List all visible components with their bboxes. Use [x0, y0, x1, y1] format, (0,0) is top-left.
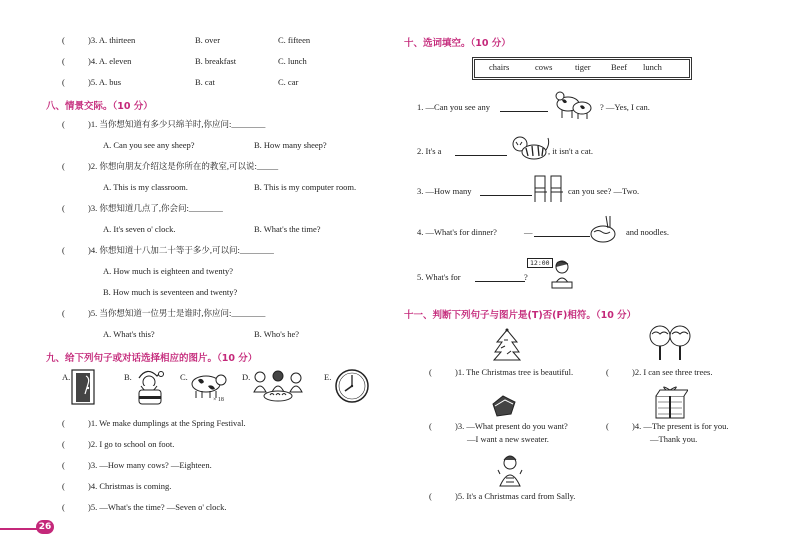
s10-q2-blank[interactable]	[455, 155, 507, 156]
beef-noodles-picture	[588, 214, 620, 246]
s8-q3-option-b: B. What's the time?	[254, 224, 321, 234]
q4-option-c: C. lunch	[278, 56, 307, 66]
s9-q1-text: )1. We make dumplings at the Spring Festival.	[88, 418, 246, 428]
s11-q4-text: )4. —The present is for you.	[632, 421, 729, 431]
section-11-title: 十一、判断下列句子与图片是(T)否(F)相符。（10 分）	[404, 310, 637, 321]
family-dumplings-picture	[250, 368, 308, 404]
pic-label-a: A.	[62, 372, 71, 382]
pic-label-e: E.	[324, 372, 332, 382]
s10-q4-dash: —	[524, 227, 533, 237]
s8-q1-option-b: B. How many sheep?	[254, 140, 327, 150]
s8-q2-paren[interactable]: (	[62, 161, 65, 171]
q4-paren[interactable]: (	[62, 56, 65, 66]
word-beef: Beef	[611, 62, 628, 72]
s8-q5-option-a: A. What's this?	[103, 329, 155, 339]
s11-q3-paren[interactable]: (	[429, 421, 432, 431]
s10-q5-blank[interactable]	[475, 281, 525, 282]
s10-q3-answer: can you see? —Two.	[568, 186, 640, 196]
s10-q2-answer: , it isn't a cat.	[548, 146, 593, 156]
s9-q2-text: )2. I go to school on foot.	[88, 439, 175, 449]
s10-q2-text: 2. It's a	[417, 146, 442, 156]
s10-q5-mark: ?	[524, 272, 528, 282]
word-cows: cows	[535, 62, 553, 72]
s9-q5-paren[interactable]: (	[62, 502, 65, 512]
s11-q4-paren[interactable]: (	[606, 421, 609, 431]
s8-q2-option-a: A. This is my classroom.	[103, 182, 188, 192]
q3-option-b: B. over	[195, 35, 221, 45]
pic-label-d: D.	[242, 372, 251, 382]
s9-q4-text: )4. Christmas is coming.	[88, 481, 172, 491]
s10-q4-blank[interactable]	[534, 236, 590, 237]
q3-option-c: C. fifteen	[278, 35, 311, 45]
s10-q4-answer: and noodles.	[626, 227, 669, 237]
q5-option-b: B. cat	[195, 77, 215, 87]
s8-q3-option-a: A. It's seven o' clock.	[103, 224, 176, 234]
s8-q1-paren[interactable]: (	[62, 119, 65, 129]
q5-option-a: )5. A. bus	[88, 77, 122, 87]
section-8-title: 八、情景交际。（10 分）	[46, 101, 153, 112]
s11-q1-text: )1. The Christmas tree is beautiful.	[455, 367, 574, 377]
present-box-picture	[652, 384, 688, 420]
s10-q1-answer: ? —Yes, I can.	[600, 102, 650, 112]
sweater-picture	[489, 394, 517, 418]
section-9-title: 九、给下列句子或对话选择相应的图片。（10 分）	[46, 353, 258, 364]
s8-q2-question: )2. 你想向朋友介绍这是你所在的教室,可以说:_____	[88, 161, 279, 171]
two-trees-picture	[646, 324, 694, 364]
s8-q5-paren[interactable]: (	[62, 308, 65, 318]
section-10-title: 十、选词填空。（10 分）	[404, 38, 511, 49]
s8-q1-question: )1. 当你想知道有多少只绵羊时,你应问:________	[88, 119, 266, 129]
cows-picture	[552, 88, 594, 120]
s9-q3-paren[interactable]: (	[62, 460, 65, 470]
word-bank	[474, 59, 690, 78]
tiger-picture	[510, 134, 550, 164]
s10-q5-text: 5. What's for	[417, 272, 461, 282]
q4-option-b: B. breakfast	[195, 56, 237, 66]
s8-q1-option-a: A. Can you see any sheep?	[103, 140, 195, 150]
word-tiger: tiger	[575, 62, 591, 72]
page-number: 26	[36, 520, 54, 534]
s10-q3-text: 3. —How many	[417, 186, 472, 196]
door-picture	[70, 368, 100, 406]
s9-q5-text: )5. —What's the time? —Seven o' clock.	[88, 502, 227, 512]
clock-picture	[334, 368, 370, 404]
santa-picture	[131, 366, 169, 408]
s11-q5-text: )5. It's a Christmas card from Sally.	[455, 491, 576, 501]
s8-q4-option-b: B. How much is seventeen and twenty?	[103, 287, 238, 297]
christmas-tree-picture	[493, 328, 521, 364]
pic-label-b: B.	[124, 372, 132, 382]
s11-q1-paren[interactable]: (	[429, 367, 432, 377]
q4-option-a: )4. A. eleven	[88, 56, 132, 66]
s11-q5-paren[interactable]: (	[429, 491, 432, 501]
chairs-picture	[532, 174, 566, 204]
s9-q3-text: )3. —How many cows? —Eighteen.	[88, 460, 212, 470]
s8-q3-question: )3. 你想知道几点了,你会问:________	[88, 203, 223, 213]
q3-paren[interactable]: (	[62, 35, 65, 45]
s8-q5-option-b: B. Who's he?	[254, 329, 300, 339]
s11-q2-text: )2. I can see three trees.	[632, 367, 713, 377]
s8-q4-question: )4. 你想知道十八加二十等于多少,可以问:________	[88, 245, 274, 255]
s8-q4-option-a: A. How much is eighteen and twenty?	[103, 266, 234, 276]
page-stripe	[0, 528, 38, 530]
word-lunch: lunch	[643, 62, 662, 72]
s8-q2-option-b: B. This is my computer room.	[254, 182, 357, 192]
christmas-card-picture	[496, 454, 524, 488]
clock-display: 12:00	[527, 258, 553, 268]
s11-q3-text-2: —I want a new sweater.	[467, 434, 549, 444]
s10-q1-blank[interactable]	[500, 111, 548, 112]
s11-q2-paren[interactable]: (	[606, 367, 609, 377]
q5-option-c: C. car	[278, 77, 299, 87]
s8-q5-question: )5. 当你想知道一位男士是谁时,你应问:________	[88, 308, 266, 318]
word-chairs: chairs	[489, 62, 510, 72]
s10-q1-text: 1. —Can you see any	[417, 102, 490, 112]
pic-label-c: C.	[180, 372, 188, 382]
s11-q4-text-2: —Thank you.	[650, 434, 698, 444]
s9-q2-paren[interactable]: (	[62, 439, 65, 449]
s10-q4-text: 4. —What's for dinner?	[417, 227, 497, 237]
s11-q3-text: )3. —What present do you want?	[455, 421, 568, 431]
s8-q4-paren[interactable]: (	[62, 245, 65, 255]
s9-q1-paren[interactable]: (	[62, 418, 65, 428]
lunch-girl-picture	[548, 258, 576, 290]
q3-option-a: )3. A. thirteen	[88, 35, 136, 45]
q5-paren[interactable]: (	[62, 77, 65, 87]
cow-count-label: × 18	[213, 397, 224, 403]
s8-q3-paren[interactable]: (	[62, 203, 65, 213]
s9-q4-paren[interactable]: (	[62, 481, 65, 491]
s10-q3-blank[interactable]	[480, 195, 532, 196]
